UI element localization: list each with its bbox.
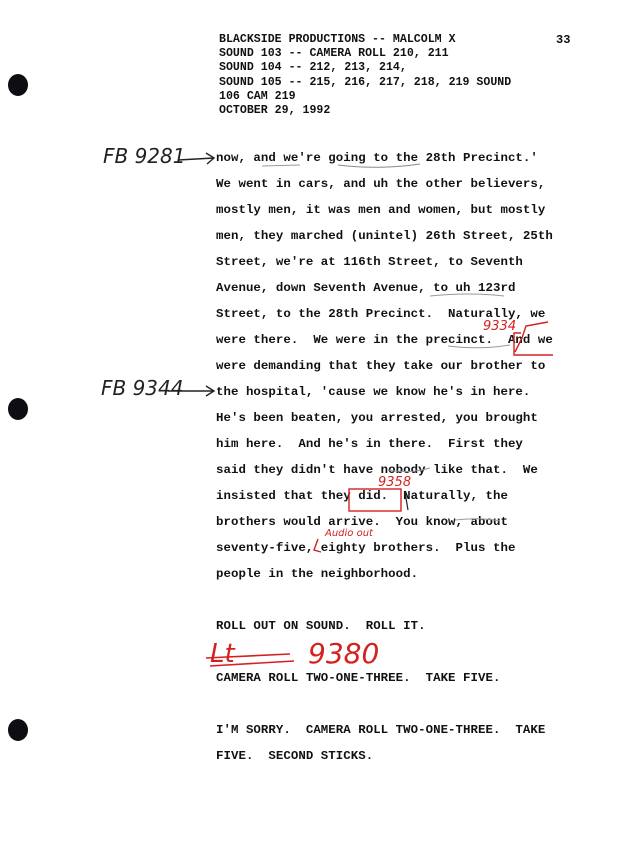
- handwritten-red-9380: 9380: [308, 637, 380, 670]
- header-line: SOUND 103 -- CAMERA ROLL 210, 211: [219, 47, 449, 61]
- page-number: 33: [556, 33, 571, 47]
- handwritten-red-9334: 9334: [483, 319, 517, 334]
- handwritten-red-9358: 9358: [378, 475, 412, 490]
- transcript-line: him here. And he's in there. First they: [216, 437, 523, 451]
- handwritten-fb-9281: FB 9281: [103, 144, 186, 168]
- sorry-line: FIVE. SECOND STICKS.: [216, 749, 374, 763]
- transcript-line: mostly men, it was men and women, but mostly: [216, 203, 546, 217]
- transcript-line: brothers would arrive. You know, about: [216, 515, 508, 529]
- transcript-line: He's been beaten, you arrested, you brought: [216, 411, 538, 425]
- handwritten-fb-9344: FB 9344: [101, 376, 184, 400]
- header-line: BLACKSIDE PRODUCTIONS -- MALCOLM X: [219, 33, 456, 46]
- header-line: SOUND 104 -- 212, 213, 214,: [219, 61, 407, 75]
- document-header: [219, 33, 511, 118]
- transcript-line: insisted that they did. Naturally, the: [216, 489, 508, 503]
- transcript-line: We went in cars, and uh the other believers,: [216, 177, 546, 191]
- transcript-line: said they didn't have nobody like that. We: [216, 463, 538, 477]
- transcript-line: the hospital, 'cause we know he's in here.: [216, 385, 531, 399]
- binder-hole-bottom: [8, 719, 28, 741]
- header-line: OCTOBER 29, 1992: [219, 104, 331, 118]
- transcript-line: Avenue, down Seventh Avenue, to uh 123rd: [216, 281, 516, 295]
- handwritten-audio-out: Audio out: [325, 528, 373, 539]
- sorry-line: I'M SORRY. CAMERA ROLL TWO-ONE-THREE. TAKE: [216, 723, 546, 737]
- transcript-line: were there. We were in the precinct. And we: [216, 333, 553, 347]
- header-line: 106 CAM 219: [219, 89, 296, 103]
- binder-hole-top: [8, 74, 28, 96]
- transcript-line: were demanding that they take our brother to: [216, 359, 546, 373]
- roll-out-line: ROLL OUT ON SOUND. ROLL IT.: [216, 619, 426, 633]
- header-line: SOUND 105 -- 215, 216, 217, 218, 219 SOUND: [219, 75, 512, 89]
- transcript-line: Street, we're at 116th Street, to Seventh: [216, 255, 523, 269]
- binder-hole-middle: [8, 398, 28, 420]
- transcript-line: now, and we're going to the 28th Precinct.': [216, 151, 538, 165]
- transcript-line: men, they marched (unintel) 26th Street, 25th: [216, 229, 553, 243]
- transcript-line: people in the neighborhood.: [216, 567, 419, 581]
- handwritten-lt: Lt: [210, 639, 235, 669]
- transcript-line: seventy-five, eighty brothers. Plus the: [216, 541, 516, 555]
- transcript-line: Street, to the 28th Precinct. Naturally, we: [216, 307, 546, 321]
- camera-roll-line: CAMERA ROLL TWO-ONE-THREE. TAKE FIVE.: [216, 671, 501, 685]
